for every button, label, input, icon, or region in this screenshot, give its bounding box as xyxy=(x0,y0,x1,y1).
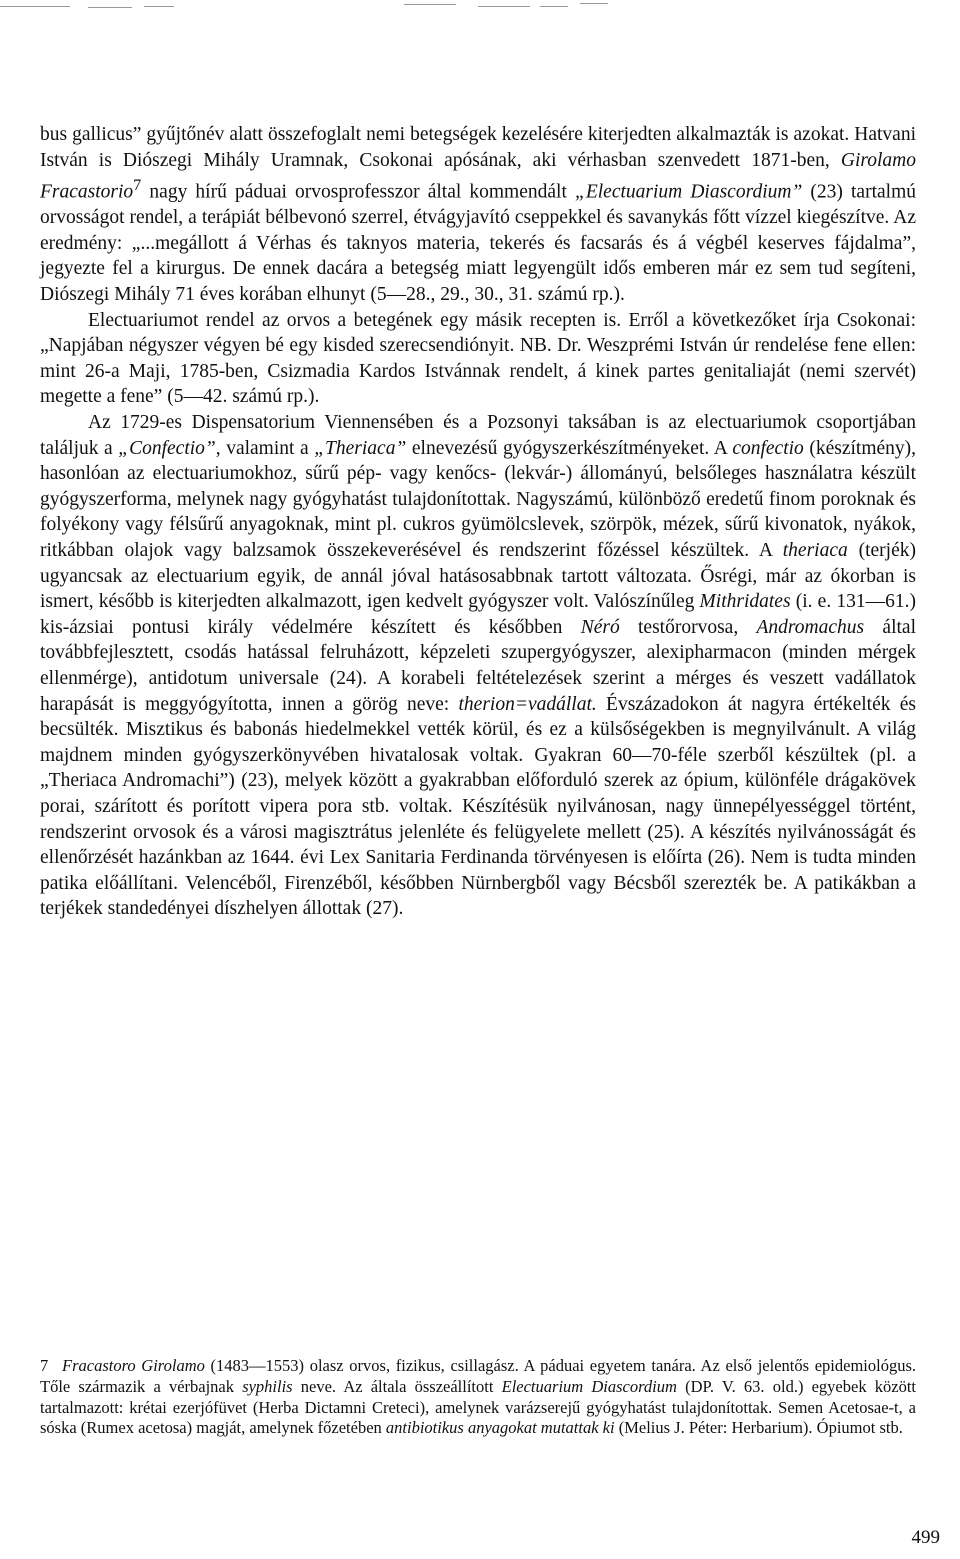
italic-text-run: Mithridates xyxy=(699,591,791,613)
text-run: Az 1729-es Dispensatorium Viennensében és a Pozsonyi taksában is az electuariumok csoportjában találjuk a xyxy=(40,412,916,459)
paragraph-2 xyxy=(40,308,916,410)
footnote-7 xyxy=(40,1356,916,1439)
italic-text-run: „Confectio” xyxy=(118,437,216,459)
scan-artifact-line xyxy=(580,3,608,4)
text-run: (23) tartalmú orvosságot rendel, a terápiát bélbevonó szerrel, étvágyjavító cseppekkel és savanykás főtt vízzel kiegészítve. Az eredmény: „...megállott á Vérhas és taknyos materia, tekerés és facsarás és á végbél keserves fájdalma”, jegyezte fel a kirurgus. De ennek dacára a betegség miatt legyengült idős emberen már ez sem tud segíteni, Diószegi Mihály 71 éves korában elhunyt (5—28., 29., 30., 31. számú rp.). xyxy=(40,181,916,306)
text-run: (i. e. 131—61.) kis-ázsiai pontusi király védelmére készített és későbben xyxy=(40,591,916,638)
italic-text-run: Néró xyxy=(580,616,620,638)
italic-text-run: syphilis xyxy=(242,1376,293,1396)
text-run: bus gallicus” gyűjtőnév alatt összefoglalt nemi betegségek kezelésére kiterjedten alkalmazták is azokat. Hatvani István is Diószegi Mihály Uramnak, Csokonai apósának, aki vérhasban szenvedett 1871-ben, xyxy=(40,124,916,171)
text-run: (1483—1553) olasz orvos, fizikus, csillagász. A páduai egyetem tanára. Az első jelentős epidemiológus. Tőle származik a vérbajnak xyxy=(40,1356,916,1396)
scan-artifact-line xyxy=(404,4,456,5)
paragraph-1 xyxy=(40,122,916,308)
italic-text-run: Electuarium Diascordium xyxy=(501,1376,677,1396)
italic-text-run: Fracastoro Girolamo xyxy=(62,1356,205,1375)
italic-text-run: „Theriaca” xyxy=(314,437,407,459)
text-run: Electuariumot rendel az orvos a betegének egy másik recepten is. Erről a következőket írja Csokonai: „Napjában négyszer végyen bé egy kisded szerecsendiónyit. NB. Dr. Weszprémi István úr rendelése fene ellen: mint 26-a Maji, 1785-ben, Csizmadia Kardos Istvánnak rendelt, á kinek partes genitaliaját (nemi szervét) megette a fene” (5—42. számú rp.). xyxy=(40,309,916,408)
scan-artifact-line xyxy=(88,7,132,8)
text-run: által továbbfejlesztett, csodás hatással felruházott, képzeleti szupergyógyszer, alexipharmacon (minden mérgek ellenmérge), antidotum universale (24). A korabeli feltételezések szerint a mérges és veszett vadállatok harapását is meggyógyította, innen a görög neve: xyxy=(40,616,916,715)
italic-text-run: Girolamo Fracastorio xyxy=(40,149,916,203)
scan-artifact-line xyxy=(0,6,70,7)
text-run: Évszázadokon át nagyra értékelték és becsülték. Misztikus és babonás hiedelmekkel vették körül, és ez a külsőségekben is megnyilvánult. A világ majdnem minden gyógyszerkönyvében hivatalosak voltak. Gyakran 60—70-féle szerből készültek (pl. a „Theriaca Andromachi”) (23), melyek között a gyakrabban előforduló szerek az ópium, különféle drágakövek porai, szárított és porított vipera pora stb. voltak. Készítésük nyilvánosan, nagy ünnepélyességgel történt, rendszerint orvosok és a városi magisztrátus jelenléte és felügyelete mellett (25). A készítés nyilvánosságát és ellenőrzését hazánkban az 1644. évi Lex Sanitaria Ferdinanda törvényesen is előírta (26). Nem is tudta minden patika előállítani. Velencéből, Firenzéből, későbben Nürnbergből vagy Bécsből szerezték be. A patikákban a terjékek standedényei díszhelyen állottak (27). xyxy=(40,693,916,920)
footnote-reference: 7 xyxy=(133,176,142,195)
text-run: neve. Az általa összeállított xyxy=(292,1376,502,1396)
italic-text-run: „Electuarium Diascordium” xyxy=(574,181,803,203)
scan-artifact-line xyxy=(478,6,530,7)
scan-artifact-line xyxy=(540,6,568,7)
footnote-number: 7 xyxy=(40,1356,49,1375)
text-run: testőrorvosa, xyxy=(619,616,757,638)
italic-text-run: Andromachus xyxy=(756,616,865,638)
page-number: 499 xyxy=(911,1527,940,1548)
italic-text-run: antibiotikus anyagokat mutattak ki xyxy=(385,1418,615,1438)
italic-text-run: therion=vadállat. xyxy=(458,693,597,715)
footnote-text xyxy=(40,1356,916,1437)
text-run: nagy hírű páduai orvosprofesszor által kommendált xyxy=(141,181,575,203)
text-run: , valamint a xyxy=(215,437,315,459)
italic-text-run: confectio xyxy=(732,437,804,459)
paragraph-3 xyxy=(40,410,916,922)
footnote-section xyxy=(40,1356,916,1439)
text-run: (terjék) ugyancsak az electuarium egyik, de annál jóval hatásosabbnak tartott változata. Ősrégi, már az ókorban is ismert, később is kiterjedten alkalmazott, igen kedvelt gyógyszer volt. Valószínűleg xyxy=(40,540,916,613)
italic-text-run: theriaca xyxy=(782,540,848,561)
scan-artifact-line xyxy=(144,6,174,7)
text-run: elnevezésű gyógyszerkészítményeket. A xyxy=(406,437,733,459)
text-run: (DP. V. 63. old.) egyebek között tartalmazott: krétai ezerjófüvet (Herba Dictamni Creteci), amelynek varázserejű gyógyhatást tulajdonítottak. Semen Acetosae-t, a sóska (Rumex acetosa) magját, amelynek főzetében xyxy=(40,1376,916,1438)
text-run: (készítmény), hasonlóan az electuariumokhoz, sűrű pép- vagy kenőcs- (lekvár-) állományú, belsőleges használatra készült gyógyszerforma, melynek nagy gyógyhatást tulajdonítottak. Nagyszámú, különböző eredetű finom poroknak és folyékony vagy félsűrű anyagoknak, mint pl. cukros gyümölcslevek, szörpök, mézek, sűrű kivonatok, nyákok, ritkábban olajok vagy balzsamok összekeverésével és rendszerint főzéssel készültek. A xyxy=(40,437,917,561)
text-run: (Melius J. Péter: Herbarium). Ópiumot stb. xyxy=(614,1418,903,1438)
main-text xyxy=(40,122,916,922)
